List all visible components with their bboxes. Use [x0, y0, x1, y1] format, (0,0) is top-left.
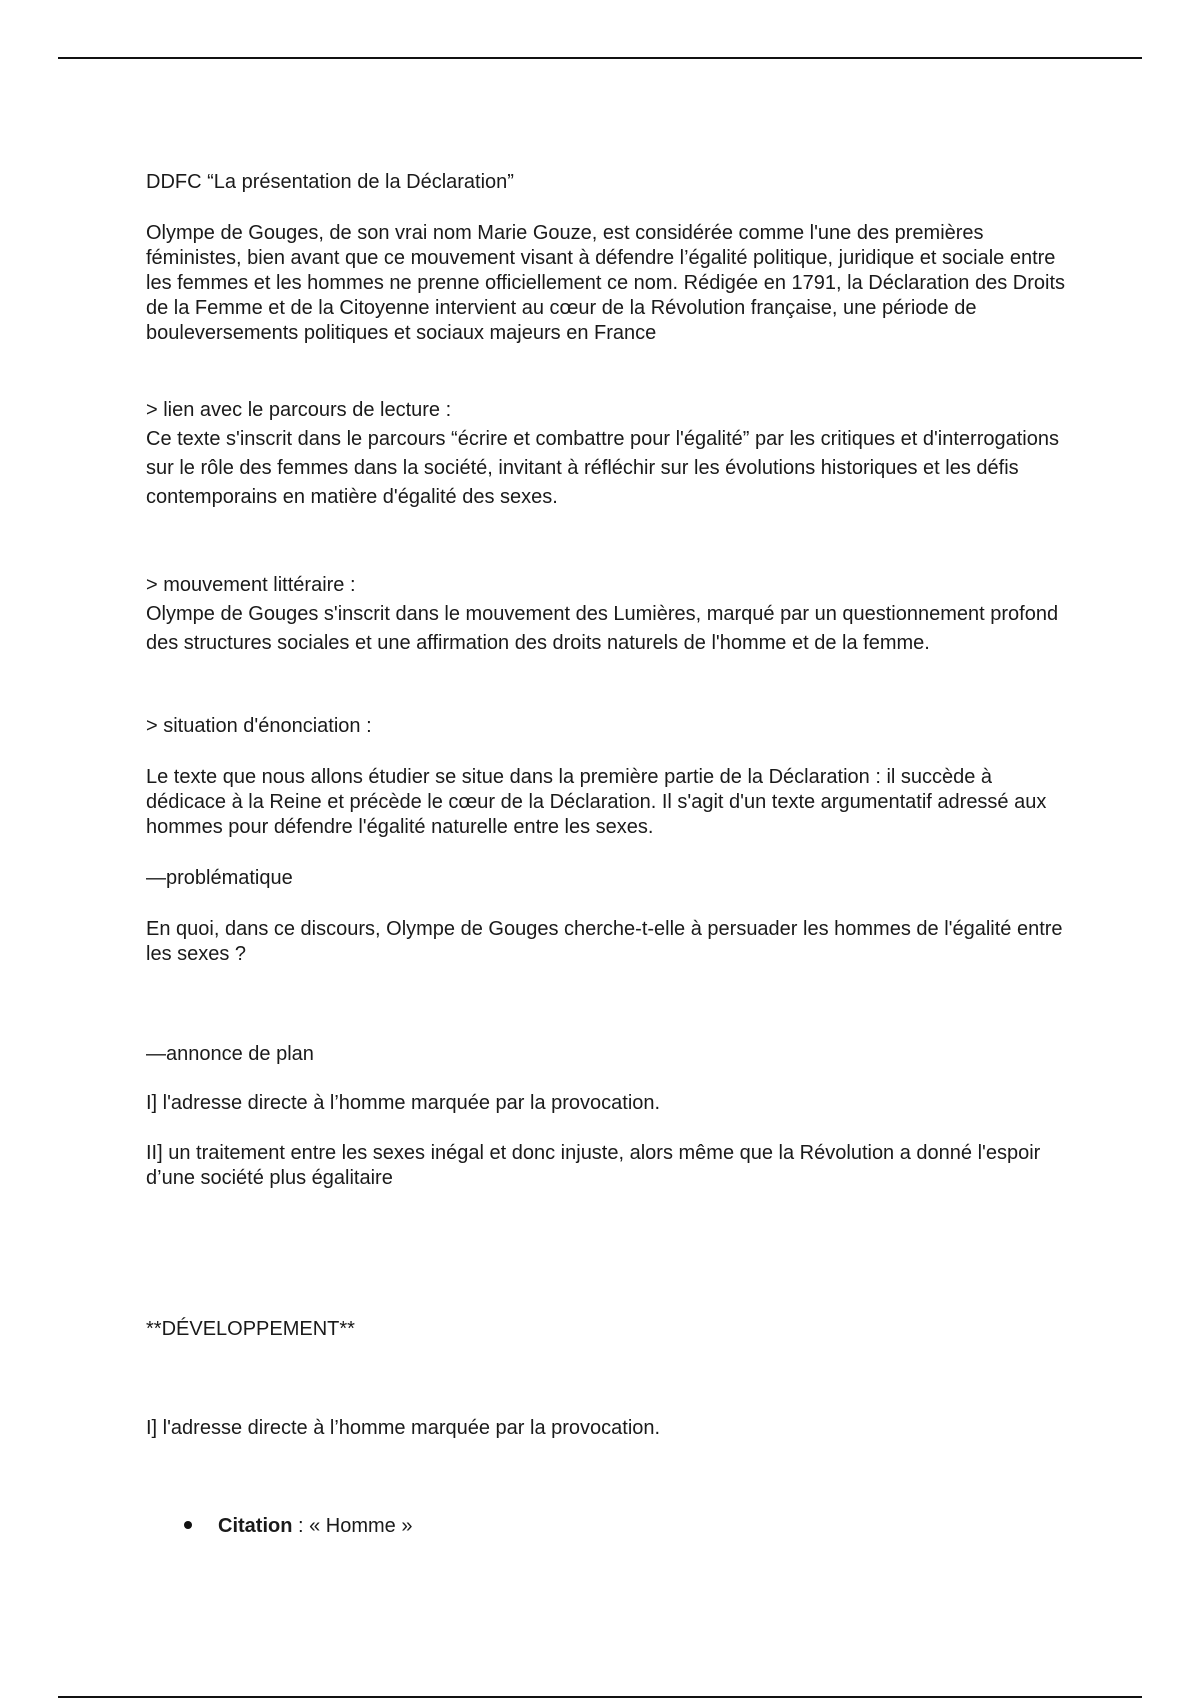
parcours-heading: > lien avec le parcours de lecture :: [146, 399, 452, 421]
plan-heading: —annonce de plan: [146, 1043, 314, 1065]
document-title: DDFC “La présentation de la Déclaration”: [146, 171, 514, 193]
plan-item: II] un traitement entre les sexes inégal et donc injuste, alors même que la Révolution a donné l'espoir d’une société plus égalitaire: [146, 1142, 1041, 1189]
mouvement-heading: > mouvement littéraire :: [146, 574, 356, 596]
developpement-heading: **DÉVELOPPEMENT**: [146, 1318, 355, 1340]
citation-bullet-item: [184, 1514, 1064, 1539]
bullet-dot-icon: [184, 1521, 192, 1529]
problematique-paragraph: En quoi, dans ce discours, Olympe de Gouges cherche-t-elle à persuader les hommes de l'égalité entre les sexes ?: [146, 918, 1063, 965]
situation-heading: > situation d'énonciation :: [146, 715, 372, 737]
bottom-horizontal-rule: [58, 1696, 1142, 1698]
situation-paragraph: Le texte que nous allons étudier se situe dans la première partie de la Déclaration : il succède à dédicace à la Reine et précède le cœur de la Déclaration. Il s'agit d'un texte argumentatif adressé aux hommes pour défendre l'égalité naturelle entre les sexes.: [146, 766, 1047, 838]
intro-paragraph: Olympe de Gouges, de son vrai nom Marie Gouze, est considérée comme l'une des premières féministes, bien avant que ce mouvement visant à défendre l’égalité politique, juridique et sociale entre les femmes et les hommes ne prenne officiellement ce nom. Rédigée en 1791, la Déclaration des Droits de la Femme et de la Citoyenne intervient au cœur de la Révolution française, une période de bouleversements politiques et sociaux majeurs en France: [146, 222, 1065, 344]
top-horizontal-rule: [58, 57, 1142, 59]
citation-text: : « Homme »: [292, 1515, 413, 1537]
plan-item: I] l'adresse directe à l’homme marquée par la provocation.: [146, 1092, 661, 1114]
problematique-heading: —problématique: [146, 867, 293, 889]
mouvement-paragraph: Olympe de Gouges s'inscrit dans le mouvement des Lumières, marqué par un questionnement profond des structures sociales et une affirmation des droits naturels de l'homme et de la femme.: [146, 603, 1059, 654]
section-one-heading: I] l'adresse directe à l’homme marquée par la provocation.: [146, 1417, 661, 1439]
citation-label: Citation: [218, 1515, 293, 1537]
parcours-paragraph: Ce texte s'inscrit dans le parcours “écrire et combattre pour l'égalité” par les critiques et d'interrogations sur le rôle des femmes dans la société, invitant à réfléchir sur les évolutions historiques et les défis contemporains en matière d'égalité des sexes.: [146, 428, 1059, 508]
